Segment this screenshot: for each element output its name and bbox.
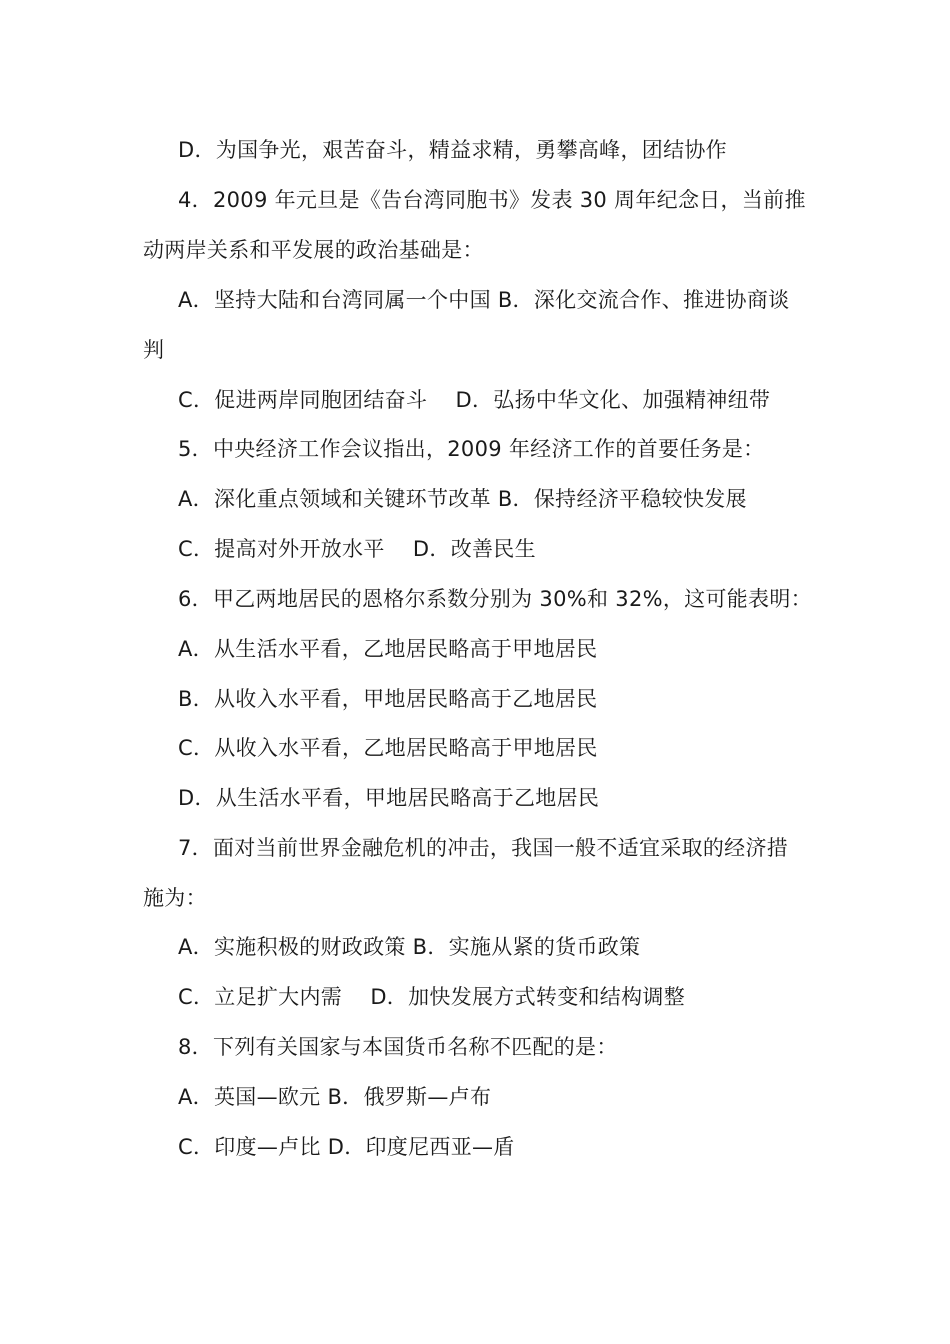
q5-options-ab: A．深化重点领域和关键环节改革 B．保持经济平稳较快发展	[178, 487, 747, 511]
q7-options-cd: C．立足扩大内需 D．加快发展方式转变和结构调整	[178, 985, 686, 1009]
q7-stem-continued: 施为：	[143, 886, 207, 910]
q8-stem: 8．下列有关国家与本国货币名称不匹配的是：	[178, 1035, 618, 1059]
q6-option-a: A．从生活水平看，乙地居民略高于甲地居民	[178, 637, 598, 661]
q5-options-cd: C．提高对外开放水平 D．改善民生	[178, 537, 536, 561]
q4-options-ab: A．坚持大陆和台湾同属一个中国 B．深化交流合作、推进协商谈	[178, 288, 790, 312]
q4-stem-continued: 动两岸关系和平发展的政治基础是：	[143, 238, 484, 262]
q6-option-c: C．从收入水平看，乙地居民略高于甲地居民	[178, 736, 598, 760]
q7-stem: 7．面对当前世界金融危机的冲击，我国一般不适宜采取的经济措	[178, 836, 789, 860]
q8-options-ab: A．英国—欧元 B．俄罗斯—卢布	[178, 1085, 492, 1109]
q4-options-ab-continued: 判	[143, 338, 165, 362]
q3-option-d: D．为国争光，艰苦奋斗，精益求精，勇攀高峰，团结协作	[178, 138, 727, 162]
q6-stem: 6．甲乙两地居民的恩格尔系数分别为 30%和 32%，这可能表明：	[178, 587, 812, 611]
q6-option-b: B．从收入水平看，甲地居民略高于乙地居民	[178, 687, 598, 711]
q4-stem: 4．2009 年元旦是《告台湾同胞书》发表 30 周年纪念日，当前推	[178, 188, 806, 212]
q4-options-cd: C．促进两岸同胞团结奋斗 D．弘扬中华文化、加强精神纽带	[178, 388, 771, 412]
q6-option-d: D．从生活水平看，甲地居民略高于乙地居民	[178, 786, 600, 810]
q8-options-cd: C．印度—卢比 D．印度尼西亚—盾	[178, 1135, 515, 1159]
q7-options-ab: A．实施积极的财政政策 B．实施从紧的货币政策	[178, 935, 641, 959]
q5-stem: 5．中央经济工作会议指出，2009 年经济工作的首要任务是：	[178, 437, 765, 461]
